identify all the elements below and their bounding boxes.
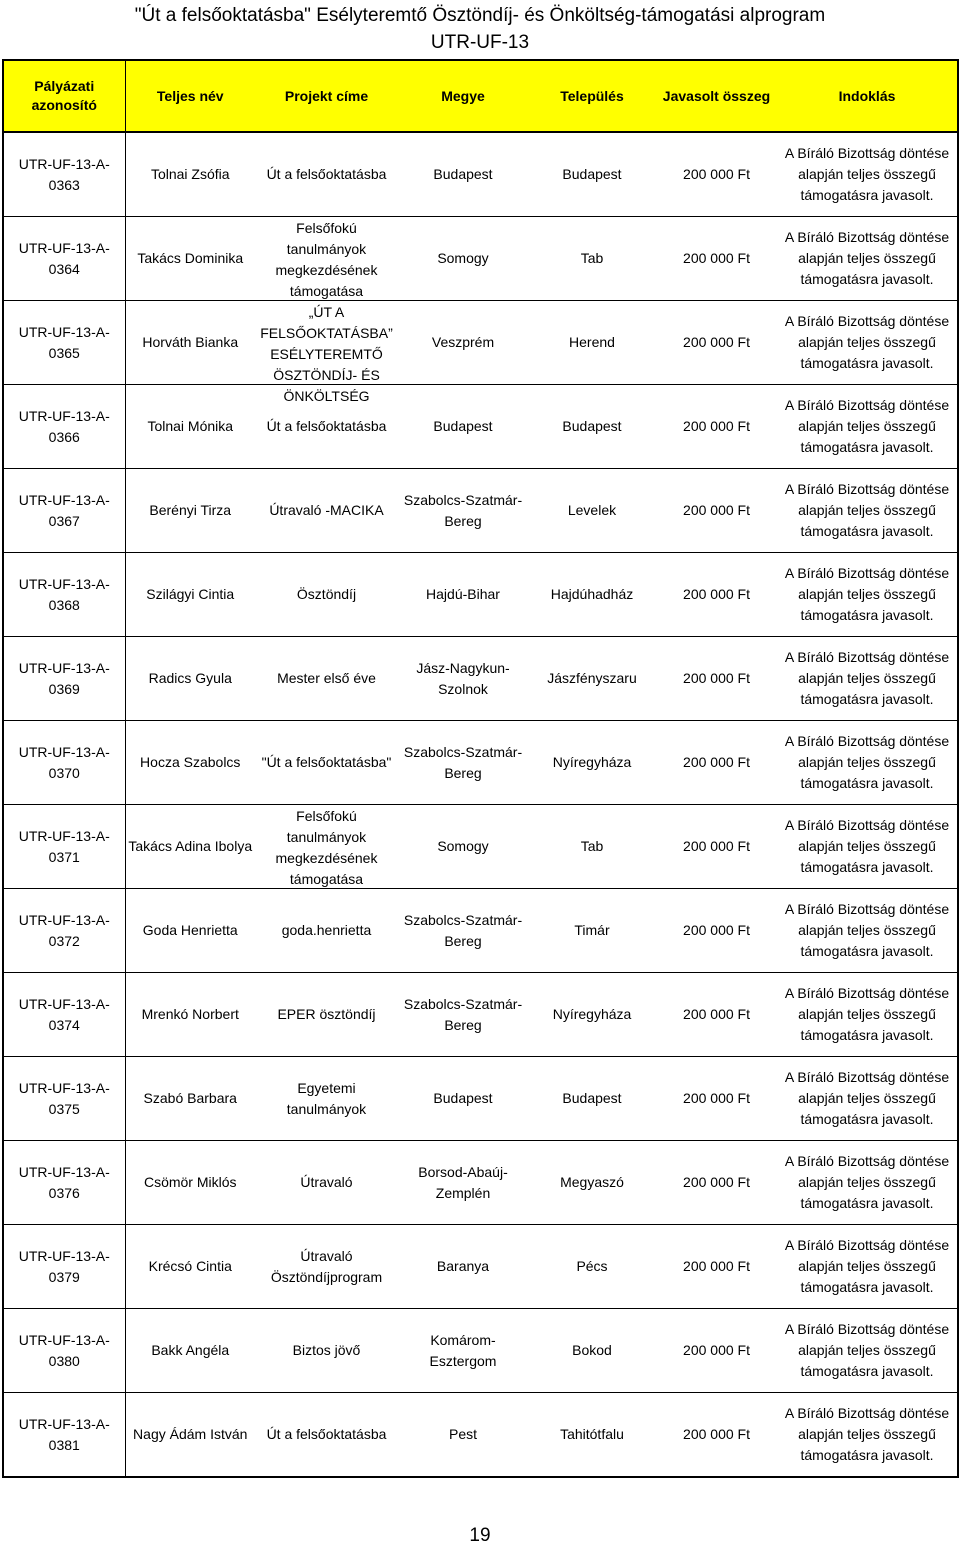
cell-proposed-amount-text: 200 000 Ft (683, 922, 750, 938)
cell-county (398, 805, 528, 889)
cell-county (398, 637, 528, 721)
cell-application-id-text: UTR-UF-13-A-0367 (18, 491, 110, 529)
cell-proposed-amount (656, 301, 777, 385)
cell-project-title (255, 1393, 398, 1478)
cell-town (528, 721, 656, 805)
cell-application-id (3, 132, 125, 217)
cell-town-text: Nyíregyháza (552, 754, 632, 770)
cell-county-text: Szabolcs-Szatmár-Bereg (403, 491, 523, 529)
cell-project-title (255, 301, 398, 404)
cell-full-name (125, 889, 255, 973)
cell-county (398, 301, 528, 385)
cell-application-id (3, 1057, 125, 1141)
page-number: 19 (469, 1525, 491, 1546)
cell-application-id-text: UTR-UF-13-A-0368 (18, 575, 110, 613)
cell-project-title (255, 132, 398, 217)
cell-justification (777, 805, 958, 889)
cell-application-id-text: UTR-UF-13-A-0376 (18, 1163, 110, 1201)
cell-justification-text: A Bíráló Bizottság döntése alapján teljes összegű támogatásra javasolt. (784, 481, 950, 539)
table-row (3, 721, 958, 805)
cell-proposed-amount-text: 200 000 Ft (683, 502, 750, 518)
cell-project-title-text: Út a felsőoktatásba (266, 166, 387, 182)
cell-project-title-text: „ÚT A FELSŐOKTATÁSBA” ESÉLYTEREMTŐ ÖSZTÖNDÍJ- ÉS ÖNKÖLTSÉG (260, 303, 393, 404)
cell-full-name (125, 553, 255, 637)
table-row (3, 889, 958, 973)
cell-proposed-amount-text: 200 000 Ft (683, 1006, 750, 1022)
cell-justification (777, 973, 958, 1057)
cell-proposed-amount-text: 200 000 Ft (683, 586, 750, 602)
cell-town (528, 1309, 656, 1393)
cell-county-text: Szabolcs-Szatmár-Bereg (403, 743, 523, 781)
cell-justification (777, 1393, 958, 1478)
cell-application-id-text: UTR-UF-13-A-0371 (18, 827, 110, 865)
cell-justification-text: A Bíráló Bizottság döntése alapján teljes összegű támogatásra javasolt. (784, 817, 950, 875)
cell-town (528, 553, 656, 637)
cell-project-title (255, 1057, 398, 1141)
cell-application-id (3, 217, 125, 301)
cell-application-id-text: UTR-UF-13-A-0366 (18, 407, 110, 445)
cell-town (528, 217, 656, 301)
cell-application-id (3, 1225, 125, 1309)
cell-full-name-text: Takács Adina Ibolya (128, 838, 253, 854)
cell-proposed-amount-text: 200 000 Ft (683, 334, 750, 350)
cell-justification (777, 1225, 958, 1309)
cell-project-title (255, 721, 398, 805)
cell-full-name-text: Bakk Angéla (151, 1342, 230, 1358)
document-title (0, 2, 960, 56)
cell-county (398, 217, 528, 301)
cell-county-text: Somogy (437, 838, 489, 854)
cell-county-text: Borsod-Abaúj-Zemplén (418, 1163, 508, 1201)
cell-town (528, 805, 656, 889)
cell-county-text: Veszprém (431, 334, 495, 350)
header-proposed-amount: Javasolt összeg (656, 60, 777, 132)
cell-application-id (3, 1141, 125, 1225)
cell-justification (777, 217, 958, 301)
cell-proposed-amount-text: 200 000 Ft (683, 1090, 750, 1106)
cell-proposed-amount (656, 1225, 777, 1309)
cell-project-title-text: Egyetemi tanulmányok (286, 1079, 367, 1117)
cell-justification (777, 553, 958, 637)
cell-proposed-amount (656, 1057, 777, 1141)
cell-proposed-amount-text: 200 000 Ft (683, 1342, 750, 1358)
header-project-title: Projekt címe (255, 60, 398, 132)
cell-proposed-amount (656, 889, 777, 973)
cell-application-id (3, 1393, 125, 1478)
cell-county-text: Budapest (433, 1090, 493, 1106)
cell-project-title (255, 553, 398, 637)
table-row (3, 301, 958, 385)
cell-proposed-amount-text: 200 000 Ft (683, 166, 750, 182)
cell-county (398, 132, 528, 217)
cell-town-text: Jászfényszaru (547, 670, 637, 686)
cell-county-text: Komárom-Esztergom (429, 1331, 497, 1369)
table-row (3, 1057, 958, 1141)
document-title-line1: "Út a felsőoktatásba" Esélyteremtő Ösztöndíj- és Önköltség-támogatási alprogram (134, 5, 826, 26)
cell-town (528, 1393, 656, 1478)
cell-project-title (255, 889, 398, 973)
table-row (3, 469, 958, 553)
cell-proposed-amount (656, 385, 777, 469)
cell-county-text: Somogy (437, 250, 489, 266)
cell-application-id-text: UTR-UF-13-A-0374 (18, 995, 110, 1033)
cell-justification (777, 301, 958, 385)
cell-full-name-text: Krécsó Cintia (148, 1258, 232, 1274)
cell-county (398, 1225, 528, 1309)
document-title-line2: UTR-UF-13 (430, 32, 530, 53)
cell-full-name (125, 1309, 255, 1393)
cell-project-title-text: Felsőfokú tanulmányok megkezdésének támogatása (275, 807, 378, 887)
cell-proposed-amount (656, 553, 777, 637)
cell-full-name (125, 973, 255, 1057)
cell-county (398, 553, 528, 637)
cell-full-name-text: Goda Henrietta (142, 922, 238, 938)
cell-town-text: Budapest (562, 418, 622, 434)
cell-town (528, 1141, 656, 1225)
cell-project-title-text: "Út a felsőoktatásba" (261, 754, 392, 770)
cell-justification-text: A Bíráló Bizottság döntése alapján teljes összegű támogatásra javasolt. (784, 1321, 950, 1379)
cell-proposed-amount-text: 200 000 Ft (683, 418, 750, 434)
cell-project-title-text: Ösztöndíj (296, 586, 357, 602)
header-justification: Indoklás (777, 60, 958, 132)
cell-justification (777, 469, 958, 553)
cell-justification-text: A Bíráló Bizottság döntése alapján teljes összegű támogatásra javasolt. (784, 565, 950, 623)
cell-town-text: Budapest (562, 1090, 622, 1106)
cell-proposed-amount-text: 200 000 Ft (683, 670, 750, 686)
table-row (3, 132, 958, 217)
cell-county-text: Budapest (433, 166, 493, 182)
cell-proposed-amount (656, 637, 777, 721)
cell-justification-text: A Bíráló Bizottság döntése alapján teljes összegű támogatásra javasolt. (784, 229, 950, 287)
cell-proposed-amount-text: 200 000 Ft (683, 1258, 750, 1274)
cell-project-title (255, 973, 398, 1057)
cell-application-id (3, 553, 125, 637)
table-row (3, 973, 958, 1057)
cell-county (398, 1141, 528, 1225)
cell-application-id-text: UTR-UF-13-A-0379 (18, 1247, 110, 1285)
cell-full-name (125, 301, 255, 385)
cell-county (398, 1057, 528, 1141)
cell-proposed-amount (656, 973, 777, 1057)
cell-town-text: Herend (569, 334, 615, 350)
cell-full-name-text: Tolnai Zsófia (150, 166, 230, 182)
cell-town (528, 301, 656, 385)
cell-application-id-text: UTR-UF-13-A-0364 (18, 239, 110, 277)
cell-full-name-text: Hocza Szabolcs (140, 754, 241, 770)
cell-town (528, 469, 656, 553)
cell-full-name (125, 1225, 255, 1309)
cell-town-text: Megyaszó (560, 1174, 624, 1190)
cell-application-id (3, 301, 125, 385)
cell-proposed-amount (656, 469, 777, 553)
cell-county-text: Baranya (436, 1258, 490, 1274)
cell-full-name (125, 469, 255, 553)
cell-project-title (255, 1141, 398, 1225)
cell-county-text: Budapest (433, 418, 493, 434)
header-application-id: Pályázati azonosító (3, 60, 125, 132)
cell-project-title-text: Mester első éve (277, 670, 376, 686)
cell-proposed-amount-text: 200 000 Ft (683, 1426, 750, 1442)
cell-application-id (3, 889, 125, 973)
table-row (3, 637, 958, 721)
cell-town (528, 889, 656, 973)
cell-full-name-text: Szabó Barbara (143, 1090, 237, 1106)
cell-town-text: Budapest (562, 166, 622, 182)
cell-full-name (125, 805, 255, 889)
cell-project-title (255, 1309, 398, 1393)
cell-full-name (125, 132, 255, 217)
cell-application-id-text: UTR-UF-13-A-0363 (18, 155, 110, 193)
cell-town-text: Hajdúhadház (550, 586, 634, 602)
cell-town (528, 132, 656, 217)
cell-application-id (3, 385, 125, 469)
cell-full-name (125, 1393, 255, 1478)
cell-application-id (3, 469, 125, 553)
cell-town-text: Nyíregyháza (552, 1006, 632, 1022)
cell-application-id (3, 1309, 125, 1393)
cell-project-title (255, 469, 398, 553)
cell-full-name-text: Szilágyi Cintia (146, 586, 235, 602)
table-row (3, 805, 958, 889)
cell-project-title (255, 637, 398, 721)
cell-town-text: Tab (580, 250, 604, 266)
cell-town (528, 973, 656, 1057)
cell-justification-text: A Bíráló Bizottság döntése alapján teljes összegű támogatásra javasolt. (784, 649, 950, 707)
cell-proposed-amount (656, 805, 777, 889)
cell-application-id-text: UTR-UF-13-A-0369 (18, 659, 110, 697)
cell-county (398, 385, 528, 469)
cell-full-name-text: Berényi Tirza (149, 502, 232, 518)
cell-town-text: Tab (580, 838, 604, 854)
cell-application-id-text: UTR-UF-13-A-0372 (18, 911, 110, 949)
cell-project-title (255, 217, 398, 301)
cell-proposed-amount-text: 200 000 Ft (683, 250, 750, 266)
cell-county-text: Szabolcs-Szatmár-Bereg (403, 911, 523, 949)
cell-full-name-text: Horváth Bianka (142, 334, 239, 350)
cell-town (528, 385, 656, 469)
cell-proposed-amount (656, 721, 777, 805)
header-town: Település (528, 60, 656, 132)
cell-proposed-amount (656, 1141, 777, 1225)
cell-full-name (125, 385, 255, 469)
cell-proposed-amount-text: 200 000 Ft (683, 754, 750, 770)
cell-justification-text: A Bíráló Bizottság döntése alapján teljes összegű támogatásra javasolt. (784, 733, 950, 791)
cell-justification-text: A Bíráló Bizottság döntése alapján teljes összegű támogatásra javasolt. (784, 313, 950, 371)
table-row (3, 385, 958, 469)
cell-project-title (255, 1225, 398, 1309)
cell-project-title-text: Felsőfokú tanulmányok megkezdésének támogatása (275, 219, 378, 299)
cell-town-text: Levelek (567, 502, 617, 518)
cell-justification-text: A Bíráló Bizottság döntése alapján teljes összegű támogatásra javasolt. (784, 1405, 950, 1463)
results-table (2, 59, 959, 1478)
cell-town-text: Timár (574, 922, 610, 938)
cell-justification (777, 1141, 958, 1225)
header-county: Megye (398, 60, 528, 132)
cell-project-title-text: Útravaló -MACIKA (269, 502, 384, 518)
cell-full-name (125, 1057, 255, 1141)
cell-proposed-amount (656, 1393, 777, 1478)
table-row (3, 553, 958, 637)
table-row (3, 1309, 958, 1393)
cell-town (528, 1057, 656, 1141)
cell-application-id-text: UTR-UF-13-A-0380 (18, 1331, 110, 1369)
cell-justification-text: A Bíráló Bizottság döntése alapján teljes összegű támogatásra javasolt. (784, 985, 950, 1043)
cell-county (398, 1309, 528, 1393)
header-full-name: Teljes név (125, 60, 255, 132)
table-row (3, 217, 958, 301)
cell-full-name-text: Tolnai Mónika (147, 418, 234, 434)
cell-justification (777, 132, 958, 217)
cell-project-title-text: goda.henrietta (281, 922, 372, 938)
cell-town (528, 637, 656, 721)
cell-full-name-text: Mrenkó Norbert (141, 1006, 239, 1022)
table-row (3, 1225, 958, 1309)
cell-project-title-text: Út a felsőoktatásba (266, 1426, 387, 1442)
cell-full-name-text: Csömör Miklós (143, 1174, 237, 1190)
cell-application-id-text: UTR-UF-13-A-0375 (18, 1079, 110, 1117)
cell-town-text: Pécs (576, 1258, 608, 1274)
cell-justification-text: A Bíráló Bizottság döntése alapján teljes összegű támogatásra javasolt. (784, 1153, 950, 1211)
cell-county-text: Pest (448, 1426, 477, 1442)
table-header-row (3, 60, 958, 132)
cell-justification (777, 1057, 958, 1141)
cell-application-id-text: UTR-UF-13-A-0381 (18, 1415, 110, 1453)
cell-application-id-text: UTR-UF-13-A-0365 (18, 323, 110, 361)
cell-application-id-text: UTR-UF-13-A-0370 (18, 743, 110, 781)
cell-full-name (125, 217, 255, 301)
cell-full-name-text: Nagy Ádám István (133, 1426, 248, 1442)
cell-justification-text: A Bíráló Bizottság döntése alapján teljes összegű támogatásra javasolt. (784, 1237, 950, 1295)
cell-town-text: Tahitótfalu (560, 1426, 624, 1442)
cell-proposed-amount-text: 200 000 Ft (683, 1174, 750, 1190)
cell-project-title-text: Útravaló Ösztöndíjprogram (270, 1247, 383, 1285)
table-row (3, 1393, 958, 1478)
cell-county-text: Hajdú-Bihar (426, 586, 500, 602)
cell-justification-text: A Bíráló Bizottság döntése alapján teljes összegű támogatásra javasolt. (784, 145, 950, 203)
cell-town (528, 1225, 656, 1309)
cell-county (398, 973, 528, 1057)
cell-project-title-text: EPER ösztöndíj (277, 1006, 376, 1022)
cell-full-name (125, 637, 255, 721)
cell-application-id (3, 637, 125, 721)
cell-project-title-text: Útravaló (300, 1174, 353, 1190)
cell-county (398, 721, 528, 805)
cell-project-title-text: Biztos jövő (292, 1342, 361, 1358)
cell-full-name (125, 1141, 255, 1225)
cell-justification-text: A Bíráló Bizottság döntése alapján teljes összegű támogatásra javasolt. (784, 901, 950, 959)
cell-project-title-text: Út a felsőoktatásba (266, 418, 387, 434)
cell-county (398, 469, 528, 553)
cell-justification-text: A Bíráló Bizottság döntése alapján teljes összegű támogatásra javasolt. (784, 1069, 950, 1127)
cell-proposed-amount (656, 217, 777, 301)
cell-justification-text: A Bíráló Bizottság döntése alapján teljes összegű támogatásra javasolt. (784, 397, 950, 455)
cell-justification (777, 721, 958, 805)
cell-justification (777, 637, 958, 721)
cell-proposed-amount (656, 1309, 777, 1393)
cell-justification (777, 1309, 958, 1393)
cell-justification (777, 889, 958, 973)
cell-full-name-text: Takács Dominika (137, 250, 244, 266)
cell-project-title (255, 805, 398, 889)
cell-county-text: Jász-Nagykun-Szolnok (416, 659, 510, 697)
cell-application-id (3, 721, 125, 805)
cell-application-id (3, 973, 125, 1057)
cell-proposed-amount (656, 132, 777, 217)
cell-application-id (3, 805, 125, 889)
cell-town-text: Bokod (572, 1342, 612, 1358)
cell-full-name (125, 721, 255, 805)
table-row (3, 1141, 958, 1225)
cell-county-text: Szabolcs-Szatmár-Bereg (403, 995, 523, 1033)
cell-county (398, 889, 528, 973)
cell-justification (777, 385, 958, 469)
cell-proposed-amount-text: 200 000 Ft (683, 838, 750, 854)
cell-county (398, 1393, 528, 1478)
cell-full-name-text: Radics Gyula (148, 670, 232, 686)
